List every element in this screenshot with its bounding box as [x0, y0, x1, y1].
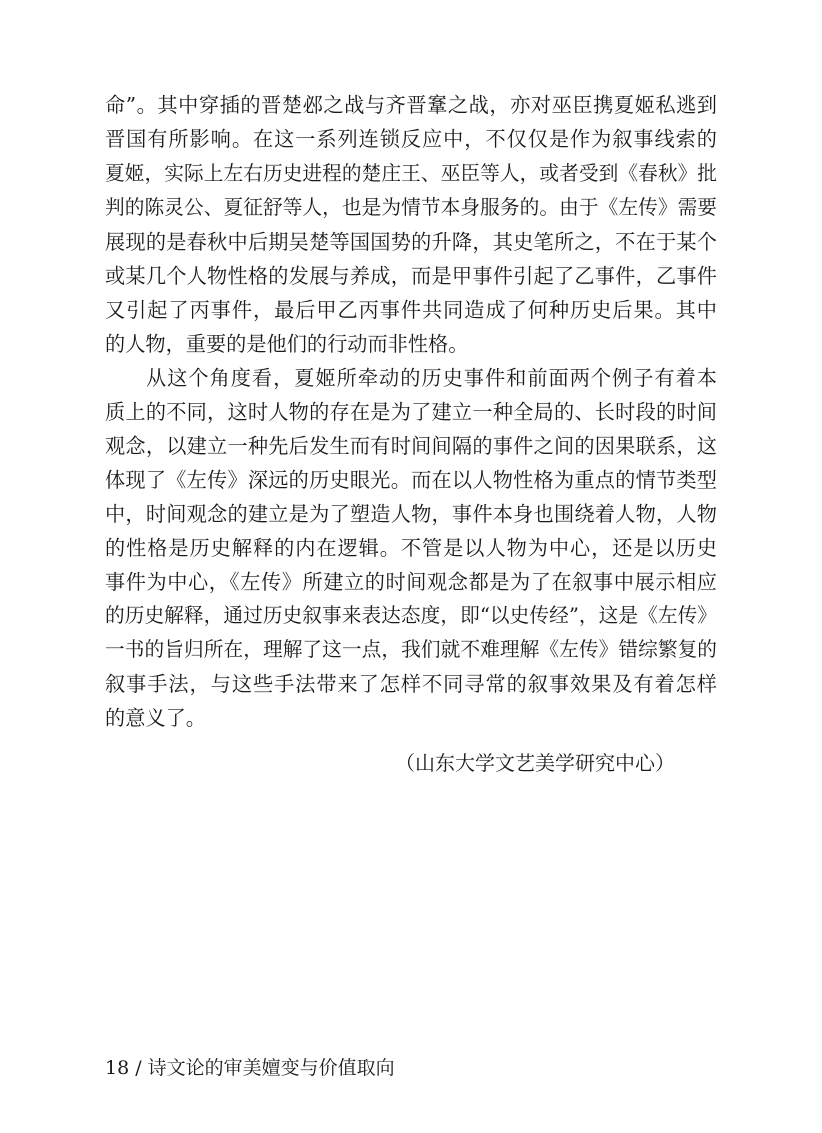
text-line: 事件为中心，《左传》所建立的时间观念都是为了在叙事中展示相应 — [105, 570, 717, 594]
text-line: 质上的不同，这时人物的存在是为了建立一种全局的、长时段的时间 — [105, 400, 717, 424]
page-number: 18 — [105, 1057, 130, 1079]
text-line: 观念，以建立一种先后发生而有时间间隔的事件之间的因果联系，这 — [105, 434, 717, 458]
text-line: 又引起了丙事件，最后甲乙丙事件共同造成了何种历史后果。其中 — [105, 298, 717, 322]
text-line: 叙事手法，与这些手法带来了怎样不同寻常的叙事效果及有着怎样 — [105, 672, 717, 696]
text-line: 体现了《左传》深远的历史眼光。而在以人物性格为重点的情节类型 — [105, 468, 717, 492]
text-line: 的意义了。 — [105, 706, 206, 730]
author-affiliation: （山东大学文艺美学研究中心） — [395, 751, 675, 775]
text-line: 展现的是春秋中后期吴楚等国国势的升降，其史笔所之，不在于某个 — [105, 230, 717, 254]
text-line: 夏姬，实际上左右历史进程的楚庄王、巫臣等人，或者受到《春秋》批 — [105, 162, 717, 185]
text-line: 或某几个人物性格的发展与养成，而是甲事件引起了乙事件，乙事件 — [105, 264, 717, 288]
text-line: 晋国有所影响。在这一系列连锁反应中，不仅仅是作为叙事线索的 — [105, 127, 717, 151]
text-line: 从这个角度看，夏姬所牵动的历史事件和前面两个例子有着本 — [146, 366, 717, 390]
text-line: 的历史解释，通过历史叙事来表达态度，即“以史传经”，这是《左传》 — [105, 604, 717, 627]
book-title: 诗文论的审美嬗变与价值取向 — [147, 1057, 395, 1079]
text-line: 的性格是历史解释的内在逻辑。不管是以人物为中心，还是以历史 — [105, 536, 717, 560]
footer-separator: / — [135, 1057, 142, 1079]
text-line: 的人物，重要的是他们的行动而非性格。 — [105, 332, 469, 356]
page-footer — [105, 1054, 395, 1082]
text-line: 命”。其中穿插的晋楚邲之战与齐晋鞌之战，亦对巫臣携夏姬私逃到 — [105, 93, 717, 117]
text-line: 判的陈灵公、夏征舒等人，也是为情节本身服务的。由于《左传》需要 — [105, 196, 717, 219]
text-line: 中，时间观念的建立是为了塑造人物，事件本身也围绕着人物，人物 — [105, 502, 717, 526]
text-line: 一书的旨归所在，理解了这一点，我们就不难理解《左传》错综繁复的 — [105, 638, 717, 661]
